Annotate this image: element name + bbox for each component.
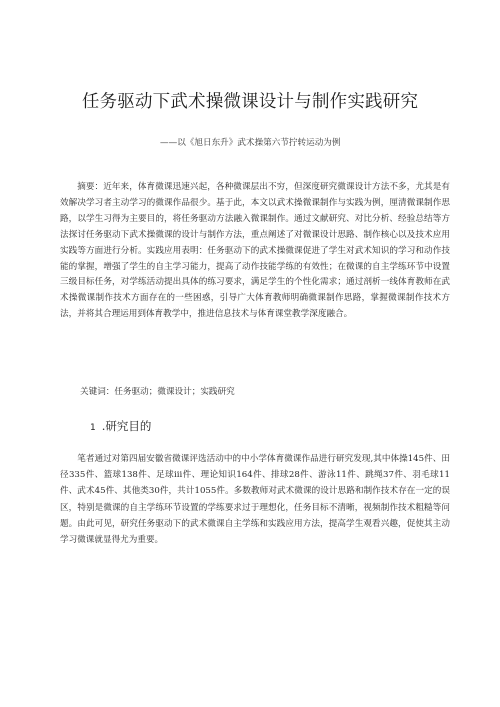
section-body-paragraph: 笔者通过对第四届安徽省微课评选活动中的中小学体育微课作品进行研究发现,其中体操145件、田径335件、篮球138件、足球ⅲ件、理论知识164件、排球28件、游泳11件、跳绳37件、羽毛球11件、武术45件、其他类30件，共计1055件。多数教师对武术微课的设计思路和制作技术存在一定的误区，特别是微课的自主学练环节设置的学练要求过于理想化，任务目标不清晰，视频制作技术粗糙等问题。由此可见，研究任务驱动下的武术微课自主学练和实践应用方法，提高学生观看兴趣，促使其主动学习微课就显得尤为重要。 bbox=[60, 454, 450, 546]
abstract-paragraph: 摘要：近年来，体育微课迅速兴起，各种微课层出不穷，但深度研究微课设计方法不多，尤其是有效解决学习者主动学习的微课作品很少。基于此，本文以武术操微课制作与实践为例，厘清微课制作思路，以学生习得为主要目的，将任务驱动方法融入微课制作。通过文献研究、对比分析、经验总结等方法探讨任务驱动下武术操微课的设计与制作方法，重点阐述了对微课设计思路、制作核心以及技术应用实践等方面进行分析。实践应用表明：任务驱动下的武术操微课促进了学生对武术知识的学习和动作技能的掌握，增强了学生的自主学习能力，提高了动作技能学练的有效性；在微课的自主学练环节中设置三级目标任务，对学练活动提出具体的练习要求，满足学生的个性化需求；通过剖析一线体育教师在武术操微课制作技术方面存在的一些困惑，引导广大体育教师明确微课制作思路，掌握微课制作技术方法，并将其合理运用到体育教学中，推进信息技术与体育课堂教学深度融合。 bbox=[60, 182, 450, 320]
paper-title: 任务驱动下武术操微课设计与制作实践研究 bbox=[81, 92, 419, 112]
section-number: 1 bbox=[90, 423, 96, 433]
keywords-line: 关键词：任务驱动；微课设计；实践研究 bbox=[80, 387, 235, 397]
section-heading-text: .研究目的 bbox=[101, 419, 152, 433]
paper-subtitle: ——以《旭日东升》武术操第六节拧转运动为例 bbox=[160, 138, 341, 148]
section-heading bbox=[90, 418, 151, 434]
